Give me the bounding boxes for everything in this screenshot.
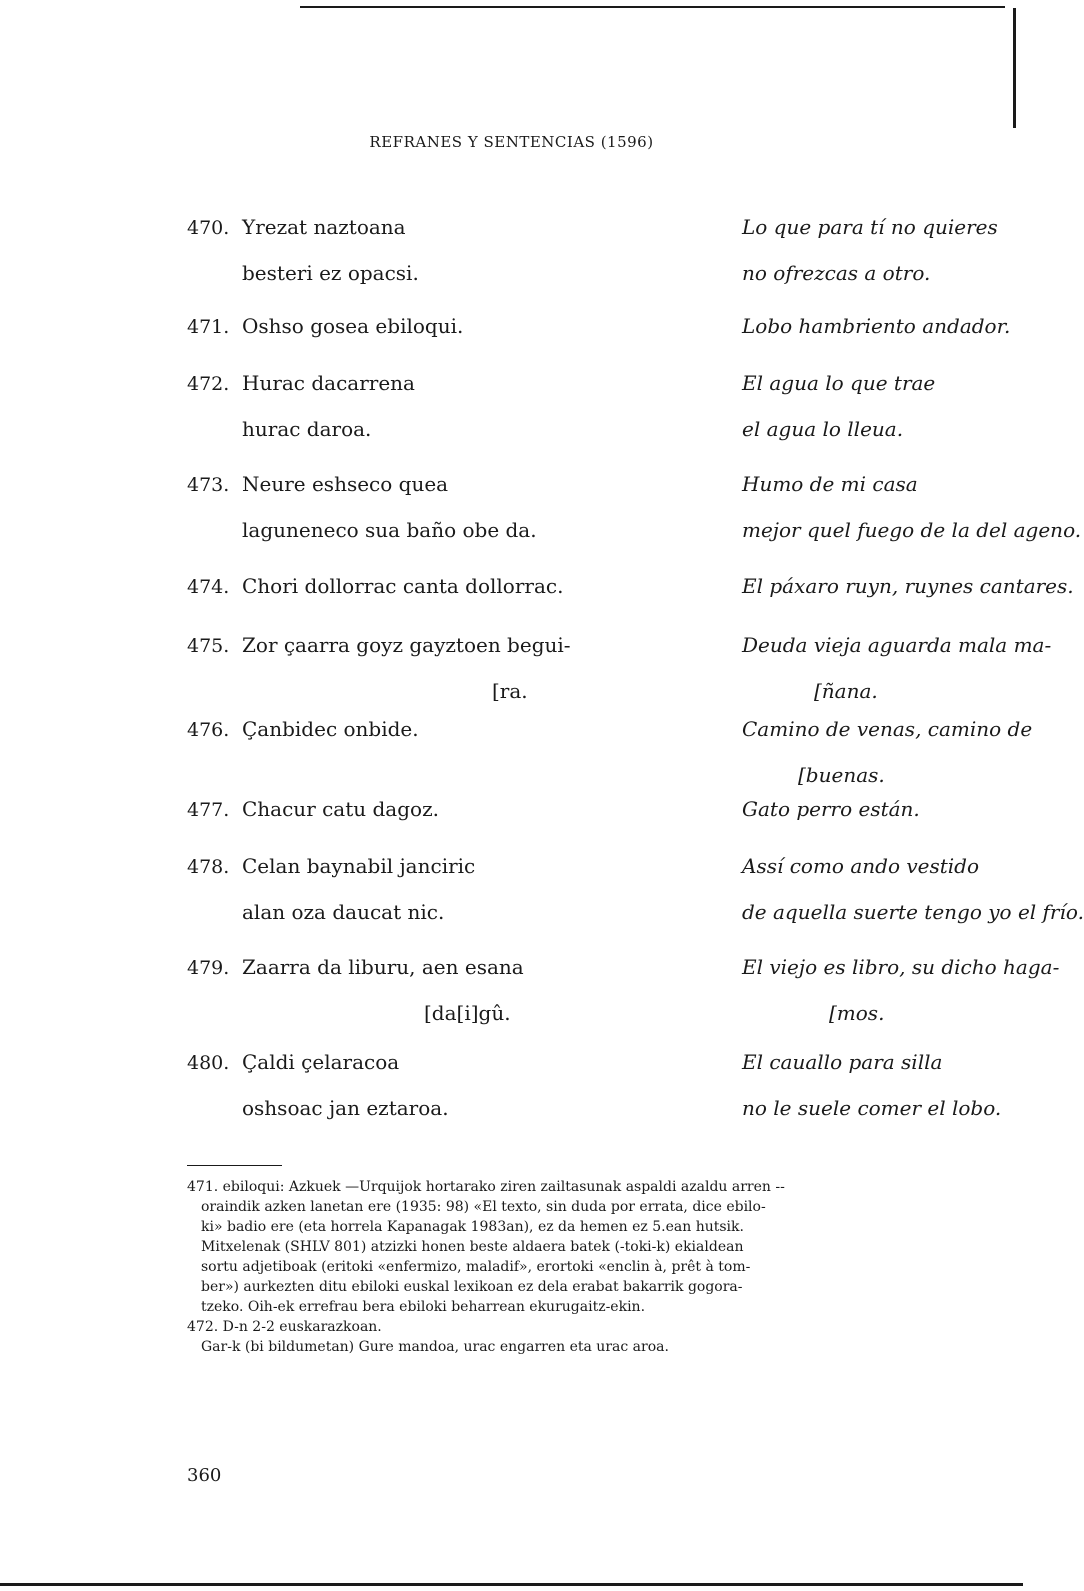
scan-border-top xyxy=(300,6,1005,8)
running-head: REFRANES Y SENTENCIAS (1596) xyxy=(369,133,654,151)
entry-475 xyxy=(187,615,1052,707)
entry-479 xyxy=(187,937,1060,1029)
footnote-471-line: sortu adjetiboak (eritoki «enfermizo, maladif», erortoki «enclin à, prêt à tom- xyxy=(201,1259,751,1275)
entry-number: 478. xyxy=(187,856,230,878)
spanish-turnover: [mos. xyxy=(829,1001,885,1025)
entry-473 xyxy=(187,454,1082,546)
scan-border-right xyxy=(1013,8,1016,128)
footnote-471-line: ber») aurkezten ditu ebiloki euskal lexikoan ez dela erabat bakarrik gogora- xyxy=(201,1279,743,1295)
entry-number: 477. xyxy=(187,799,230,821)
basque-line: Chacur catu dagoz. xyxy=(242,797,439,821)
basque-line: Oshso gosea ebiloqui. xyxy=(242,314,464,338)
entry-480 xyxy=(187,1032,1002,1124)
basque-turnover: [da[i]gû. xyxy=(424,1001,511,1025)
footnote-471-line: Mitxelenak (SHLV 801) atzizki honen beste aldaera batek (-toki-k) ekialdean xyxy=(201,1239,744,1255)
basque-turnover: [ra. xyxy=(492,679,528,703)
footnote-471-line: oraindik azken lanetan ere (1935: 98) «El texto, sin duda por errata, dice ebilo- xyxy=(201,1199,766,1215)
basque-line: Hurac dacarrena xyxy=(242,371,415,395)
entry-478 xyxy=(187,836,1084,928)
basque-line: oshsoac jan eztaroa. xyxy=(242,1096,449,1120)
basque-line: alan oza daucat nic. xyxy=(242,900,445,924)
entry-number: 473. xyxy=(187,474,230,496)
entry-number: 476. xyxy=(187,719,230,741)
basque-line: Celan baynabil janciric xyxy=(242,854,476,878)
spanish-line: no ofrezcas a otro. xyxy=(742,261,931,285)
spanish-line: Camino de venas, camino de xyxy=(742,717,1033,741)
entry-474 xyxy=(187,556,1074,602)
entry-470 xyxy=(187,197,998,289)
spanish-line: Lo que para tí no quieres xyxy=(742,215,998,239)
entry-476 xyxy=(187,699,1033,791)
basque-line: Chori dollorrac canta dollorrac. xyxy=(242,574,564,598)
basque-line: Zaarra da liburu, aen esana xyxy=(242,955,524,979)
footnote-472-line: Gar-k (bi bildumetan) Gure mandoa, urac engarren eta urac aroa. xyxy=(201,1339,669,1355)
footnote-472-line: 472. D-n 2-2 euskarazkoan. xyxy=(187,1319,382,1335)
basque-line: Neure eshseco quea xyxy=(242,472,449,496)
spanish-line: Lobo hambriento andador. xyxy=(742,314,1011,338)
entry-number: 472. xyxy=(187,373,230,395)
entry-number: 480. xyxy=(187,1052,230,1074)
spanish-line: El viejo es libro, su dicho haga- xyxy=(742,955,1060,979)
basque-line: Çanbidec onbide. xyxy=(242,717,419,741)
entry-number: 471. xyxy=(187,316,230,338)
entry-number: 474. xyxy=(187,576,230,598)
entry-number: 475. xyxy=(187,635,230,657)
entry-number: 479. xyxy=(187,957,230,979)
basque-line: Yrezat naztoana xyxy=(242,215,406,239)
basque-line: Zor çaarra goyz gayztoen begui- xyxy=(242,633,571,657)
spanish-turnover: [buenas. xyxy=(798,763,885,787)
entry-number: 470. xyxy=(187,217,230,239)
entry-472 xyxy=(187,353,936,445)
footnotes xyxy=(187,1177,897,1357)
footnote-471-line: tzeko. Oih-ek errefrau bera ebiloki beharrean ekurugaitz-ekin. xyxy=(201,1299,646,1315)
spanish-line: el agua lo lleua. xyxy=(742,417,904,441)
entry-471 xyxy=(187,296,1011,342)
spanish-line: Gato perro están. xyxy=(742,797,920,821)
footnote-471-line: 471. ebiloqui: Azkuek —Urquijok hortarako ziren zailtasunak aspaldi azaldu arren -- xyxy=(187,1179,785,1195)
spanish-line: El páxaro ruyn, ruynes cantares. xyxy=(742,574,1074,598)
spanish-line: El agua lo que trae xyxy=(742,371,936,395)
footnote-rule xyxy=(187,1165,282,1166)
basque-line: laguneneco sua baño obe da. xyxy=(242,518,537,542)
spanish-line: mejor quel fuego de la del ageno. xyxy=(742,518,1082,542)
basque-line: hurac daroa. xyxy=(242,417,372,441)
entry-477 xyxy=(187,779,920,825)
spanish-line: Assí como ando vestido xyxy=(742,854,980,878)
footnote-471-line: ki» badio ere (eta horrela Kapanagak 1983an), ez da hemen ez 5.ean hutsik. xyxy=(201,1219,744,1235)
spanish-line: Humo de mi casa xyxy=(742,472,918,496)
spanish-line: Deuda vieja aguarda mala ma- xyxy=(742,633,1052,657)
spanish-line: no le suele comer el lobo. xyxy=(742,1096,1002,1120)
spanish-line: de aquella suerte tengo yo el frío. xyxy=(742,900,1084,924)
scan-border-bottom xyxy=(0,1583,1023,1586)
page-number: 360 xyxy=(187,1465,222,1486)
basque-line: besteri ez opacsi. xyxy=(242,261,419,285)
spanish-line: El cauallo para silla xyxy=(742,1050,943,1074)
basque-line: Çaldi çelaracoa xyxy=(242,1050,400,1074)
spanish-turnover: [ñana. xyxy=(814,679,878,703)
